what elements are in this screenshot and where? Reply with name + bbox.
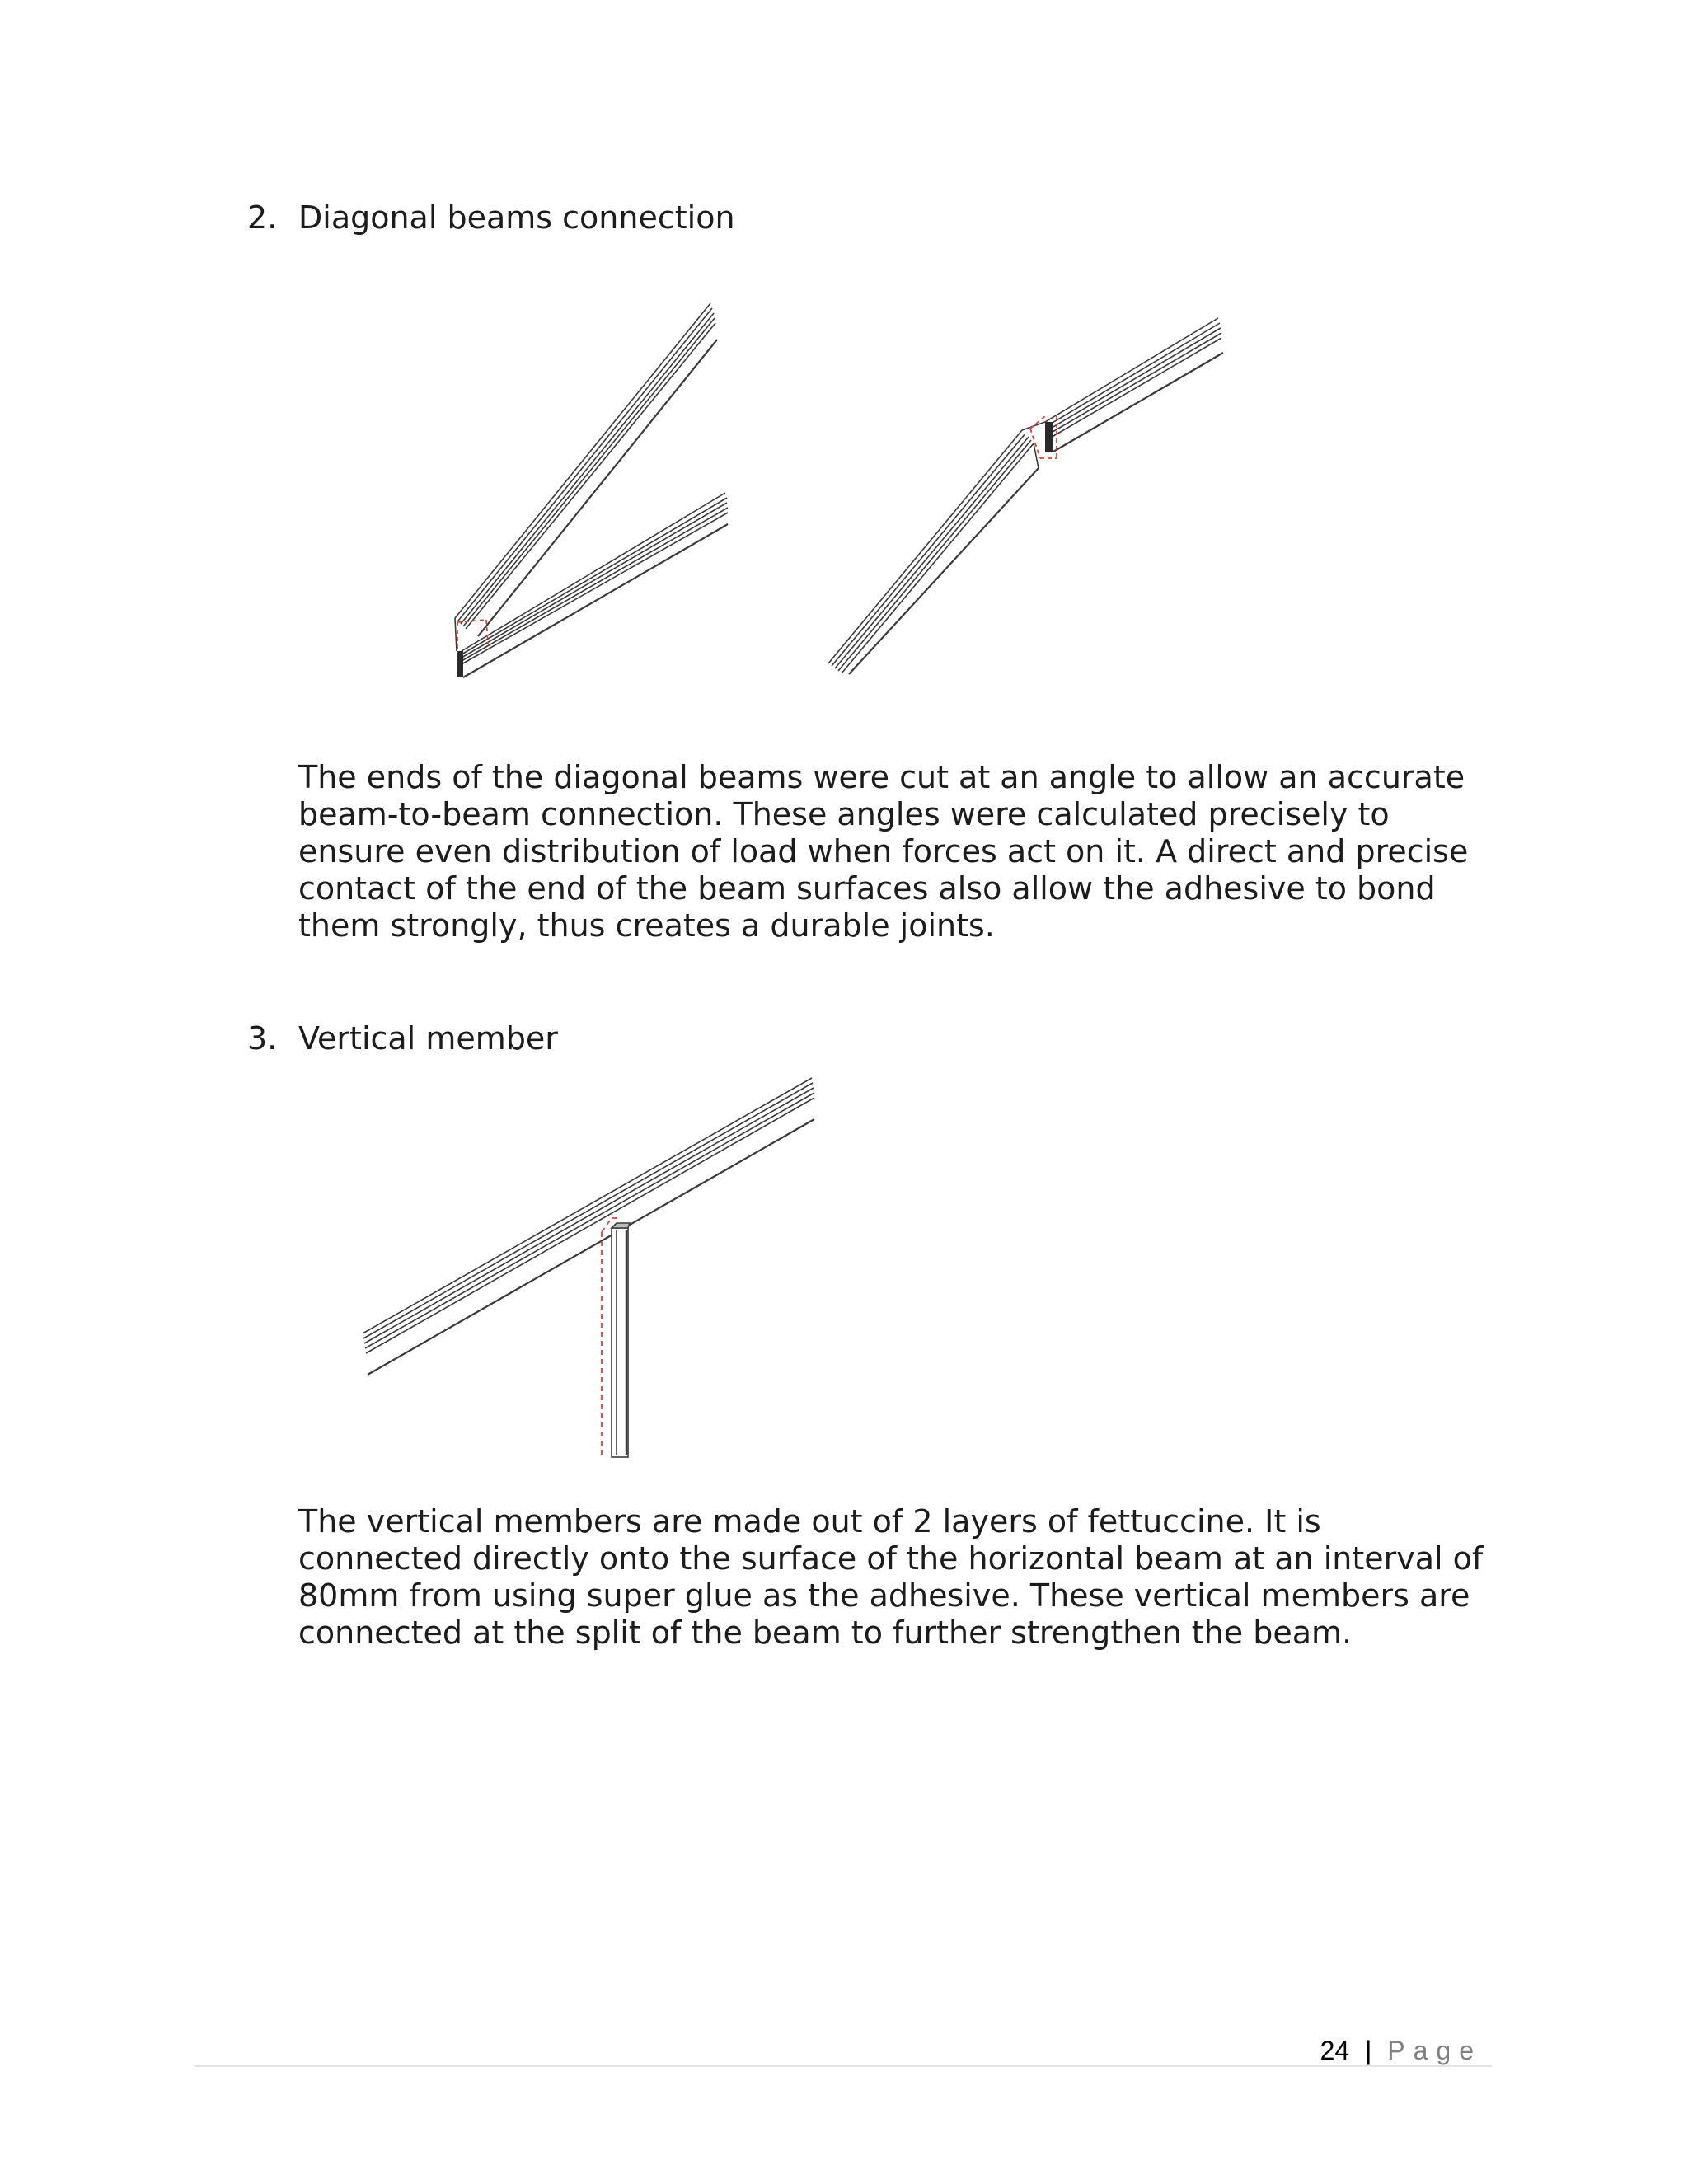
diagonal-splice-figure bbox=[828, 318, 1223, 674]
page-label: Page bbox=[1387, 2036, 1482, 2065]
page-number: 24 bbox=[1320, 2036, 1350, 2065]
lower-diagonal-beam bbox=[828, 430, 1039, 674]
upper-diagonal-beam bbox=[1045, 318, 1223, 452]
footer-rule bbox=[194, 2065, 1492, 2067]
section-number: 3. bbox=[247, 1020, 278, 1057]
vertical-member bbox=[612, 1223, 630, 1457]
section-title: Diagonal beams connection bbox=[298, 199, 735, 236]
horizontal-beam bbox=[363, 1078, 814, 1375]
section-title: Vertical member bbox=[298, 1020, 558, 1057]
paragraph-vertical: The vertical members are made out of 2 layers of fettuccine. It is connected directly onto the surface of the horizontal beam at an interval of 80mm from using super glue as the adhesive. These vertical members are connected at the split of the beam to further strengthen the beam. bbox=[298, 1503, 1484, 1651]
paragraph-diagonal: The ends of the diagonal beams were cut at an angle to allow an accurate beam-to-beam connection. These angles were calculated precisely to ensure even distribution of load when forces act on it. A direct and precise contact of the end of the beam surfaces also allow the adhesive to bond them strongly, thus creates a durable joints. bbox=[298, 759, 1469, 944]
steep-beam bbox=[455, 303, 717, 636]
footer-separator: | bbox=[1365, 2036, 1372, 2065]
page-footer bbox=[1320, 2034, 1482, 2067]
diagonal-v-joint-figure bbox=[455, 303, 728, 677]
section-heading-vertical bbox=[247, 1020, 558, 1057]
section-number: 2. bbox=[247, 199, 278, 236]
vertical-member-figure bbox=[363, 1078, 814, 1457]
